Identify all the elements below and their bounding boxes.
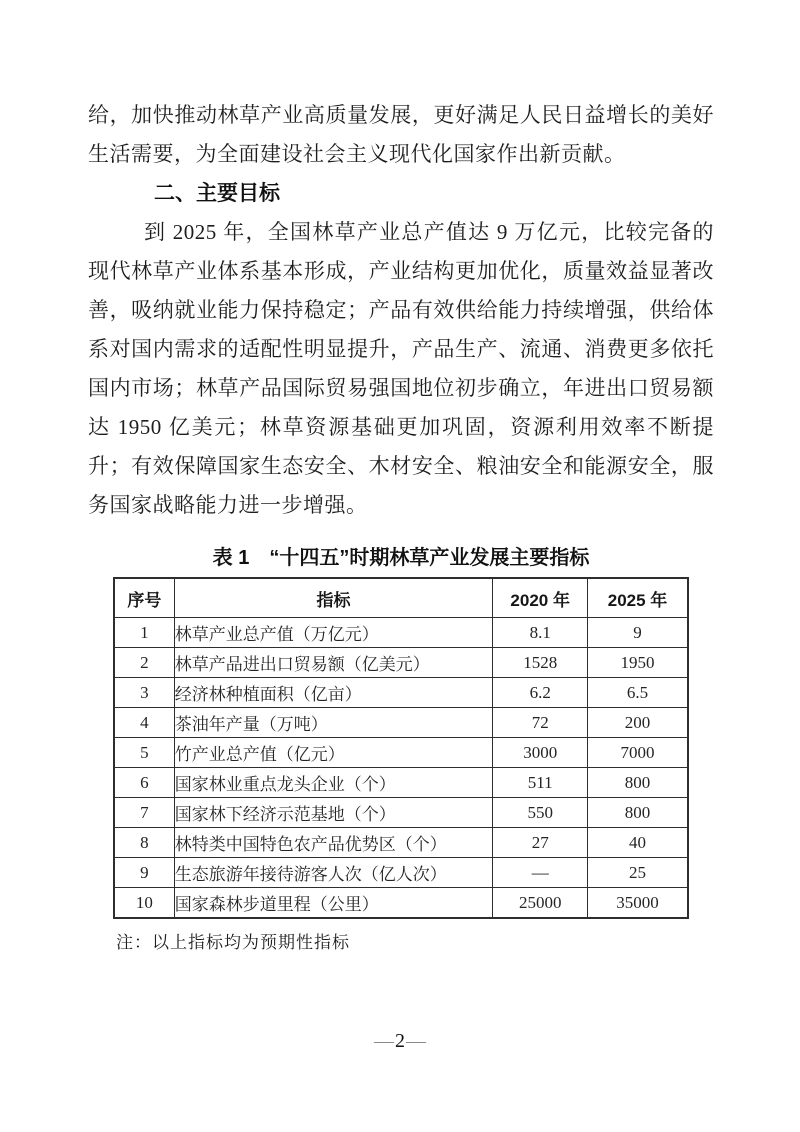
paragraph-continuation: 给，加快推动林草产业高质量发展，更好满足人民日益增长的美好生活需要，为全面建设社会主义现代化国家作出新贡献。 — [88, 103, 714, 166]
cell-2025: 35000 — [588, 888, 688, 919]
header-cell-2020: 2020 年 — [493, 578, 588, 618]
table-row — [114, 888, 688, 919]
cell-2020: 72 — [493, 708, 588, 738]
table-title: 表 1 “十四五”时期林草产业发展主要指标 — [212, 547, 590, 569]
cell-2020: 1528 — [493, 648, 588, 678]
cell-seq: 6 — [114, 768, 174, 798]
page-footer — [0, 1030, 800, 1052]
cell-indicator: 国家林下经济示范基地（个） — [174, 798, 493, 828]
cell-2020: 25000 — [493, 888, 588, 919]
cell-seq: 2 — [114, 648, 174, 678]
cell-2020: 8.1 — [493, 618, 588, 648]
table-header-row — [114, 578, 688, 618]
cell-seq: 10 — [114, 888, 174, 919]
table-row — [114, 738, 688, 768]
table-row — [114, 798, 688, 828]
cell-indicator: 国家森林步道里程（公里） — [174, 888, 493, 919]
cell-2020: 550 — [493, 798, 588, 828]
cell-2025: 1950 — [588, 648, 688, 678]
cell-indicator: 林特类中国特色农产品优势区（个） — [174, 828, 493, 858]
cell-seq: 8 — [114, 828, 174, 858]
cell-2020: — — [493, 858, 588, 888]
cell-indicator: 林草产业总产值（万亿元） — [174, 618, 493, 648]
cell-2025: 7000 — [588, 738, 688, 768]
header-cell-2025: 2025 年 — [588, 578, 688, 618]
cell-2025: 800 — [588, 768, 688, 798]
cell-2025: 40 — [588, 828, 688, 858]
paragraph-goals: 到 2025 年，全国林草产业总产值达 9 万亿元，比较完备的现代林草产业体系基本形成，产业结构更加优化，质量效益显著改善，吸纳就业能力保持稳定；产品有效供给能力持续增强，供给体系对国内需求的适配性明显提升，产品生产、流通、消费更多依托国内市场；林草产品国际贸易强国地位初步确立，年进出口贸易额达 1950 亿美元；林草资源基础更加巩固，资源利用效率不断提升；有效保障国家生态安全、木材安全、粮油安全和能源安全，服务国家战略能力进一步增强。 — [88, 220, 714, 517]
page-number: 2 — [395, 1030, 405, 1052]
cell-2025: 9 — [588, 618, 688, 648]
cell-2020: 3000 — [493, 738, 588, 768]
table-row — [114, 618, 688, 648]
cell-seq: 3 — [114, 678, 174, 708]
cell-seq: 7 — [114, 798, 174, 828]
cell-indicator: 国家林业重点龙头企业（个） — [174, 768, 493, 798]
cell-seq: 5 — [114, 738, 174, 768]
section-heading: 二、主要目标 — [154, 182, 280, 205]
cell-seq: 9 — [114, 858, 174, 888]
indicators-table — [113, 577, 689, 919]
cell-indicator: 茶油年产量（万吨） — [174, 708, 493, 738]
cell-indicator: 林草产品进出口贸易额（亿美元） — [174, 648, 493, 678]
cell-2020: 511 — [493, 768, 588, 798]
footer-right-dash: — — [406, 1030, 426, 1052]
cell-2025: 800 — [588, 798, 688, 828]
table-row — [114, 708, 688, 738]
cell-seq: 4 — [114, 708, 174, 738]
cell-indicator: 竹产业总产值（亿元） — [174, 738, 493, 768]
cell-2020: 27 — [493, 828, 588, 858]
cell-2025: 25 — [588, 858, 688, 888]
table-row — [114, 648, 688, 678]
cell-2025: 200 — [588, 708, 688, 738]
footer-left-dash: — — [374, 1030, 394, 1052]
header-cell-seq: 序号 — [114, 578, 174, 618]
cell-seq: 1 — [114, 618, 174, 648]
table-row — [114, 858, 688, 888]
header-cell-indicator: 指标 — [174, 578, 493, 618]
table-row — [114, 828, 688, 858]
table-note: 注：以上指标均为预期性指标 — [116, 933, 350, 952]
page-content — [88, 96, 714, 953]
cell-indicator: 生态旅游年接待游客人次（亿人次） — [174, 858, 493, 888]
table-row — [114, 678, 688, 708]
table-row — [114, 768, 688, 798]
cell-indicator: 经济林种植面积（亿亩） — [174, 678, 493, 708]
cell-2025: 6.5 — [588, 678, 688, 708]
cell-2020: 6.2 — [493, 678, 588, 708]
